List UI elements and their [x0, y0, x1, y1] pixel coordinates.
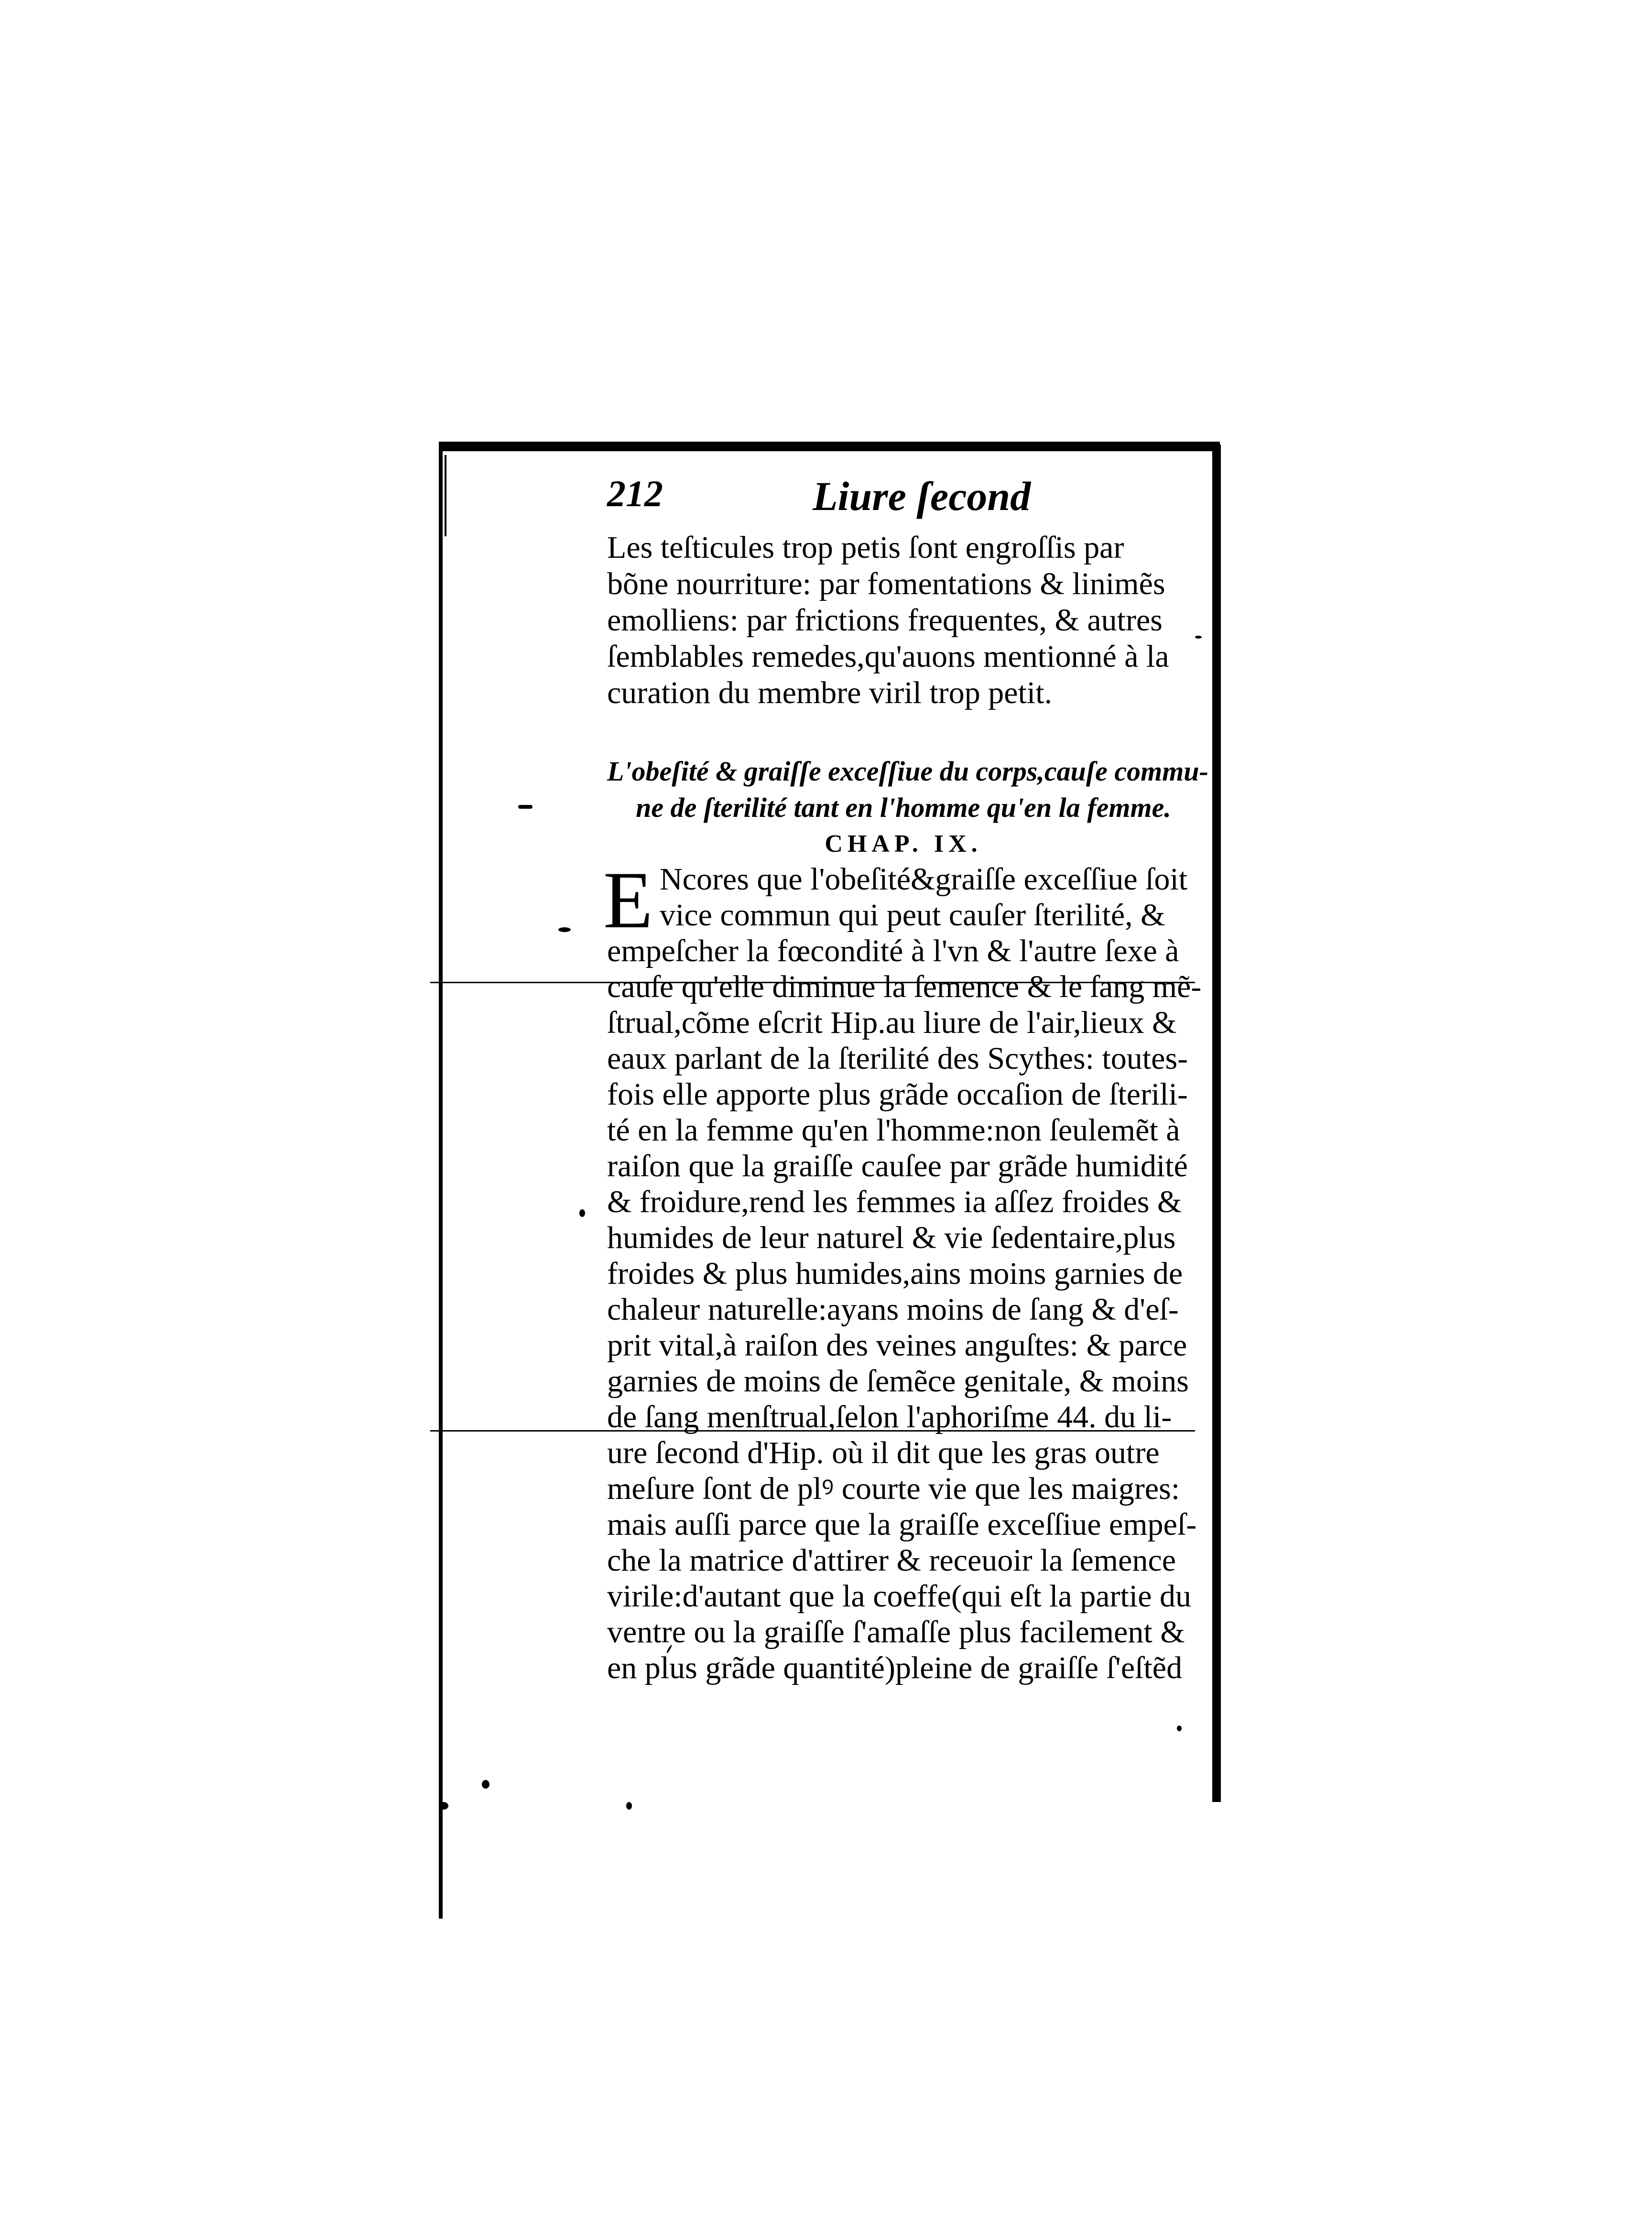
text-line: ventre ou la graiſſe ſ'amaſſe plus facilement & [607, 1615, 1185, 1650]
chapter-label: CHAP. IX. [825, 830, 982, 857]
text-line: froides & plus humides,ains moins garnies de [607, 1256, 1183, 1291]
text-line: prit vital,à raiſon des veines anguſtes: & parce [607, 1328, 1187, 1363]
text-line: curation du membre viril trop petit. [607, 675, 1053, 710]
page-frame-mark [445, 455, 446, 536]
page-frame-left [439, 442, 443, 1919]
chapter-text [603, 855, 1202, 1686]
running-head [607, 472, 1200, 530]
text-line: empeſcher la fœcondité à l'vn & l'autre ſexe à [607, 933, 1179, 968]
text-line: fois elle apporte plus grãde occaſion de ſterili- [607, 1077, 1188, 1112]
heading-line: L'obeſité & graiſſe exceſſiue du corps,cauſe commu- [607, 756, 1208, 787]
text-line: Les teſticules trop petis ſont engroſſis par [607, 530, 1124, 565]
text-line: & froidure,rend les femmes ia aſſez froides & [607, 1184, 1182, 1219]
scan-speck [626, 1802, 632, 1810]
text-line: ure ſecond d'Hip. où il dit que les gras outre [607, 1435, 1160, 1470]
text-line: garnies de moins de ſemẽce genitale, & moins [607, 1364, 1189, 1399]
scan-speck [482, 1780, 489, 1789]
text-line: che la matrice d'attirer & receuoir la ſemence [607, 1543, 1176, 1578]
scan-speck [558, 927, 571, 932]
heading-line: ne de ſterilité tant en l'homme qu'en la femme. [636, 792, 1171, 823]
page-frame-top [439, 442, 1220, 451]
page-number: 212 [607, 473, 663, 514]
text-line: vice commun qui peut cauſer ſterilité, & [660, 898, 1165, 933]
text-line: mais auſſi parce que la graiſſe exceſſiue empeſ- [607, 1507, 1197, 1542]
scan-speck [1177, 1726, 1182, 1731]
text-line: emolliens: par frictions frequentes, & autres [607, 603, 1163, 638]
text-line: virile:d'autant que la coeffe(qui eſt la partie du [607, 1579, 1191, 1614]
scan-speck [439, 1802, 448, 1810]
text-line: cauſe qu'elle diminue la ſemence & le ſang mẽ- [607, 969, 1202, 1004]
text-line: Ncores que l'obeſité&graiſſe exceſſiue ſoit [660, 862, 1188, 897]
running-title: Liure ſecond [813, 473, 1031, 519]
text-line: chaleur naturelle:ayans moins de ſang & d'eſ- [607, 1292, 1179, 1327]
text-line: raiſon que la graiſſe cauſee par grãde humidité [607, 1149, 1188, 1183]
text-line: té en la femme qu'en l'homme:non ſeulemẽt à [607, 1113, 1180, 1148]
text-line: de ſang menſtrual,ſelon l'aphoriſme 44. du li- [607, 1400, 1172, 1434]
opening-paragraph [607, 530, 1200, 711]
text-line: bõne nourriture: par fomentations & linimẽs [607, 566, 1165, 601]
drop-cap: E [603, 855, 653, 945]
text-line: ſtrual,cõme eſcrit Hip.au liure de l'air,lieux & [607, 1005, 1177, 1040]
page-text [603, 472, 1208, 1686]
text-line: eaux parlant de la ſterilité des Scythes: toutes- [607, 1041, 1188, 1076]
scan-speck [518, 805, 533, 809]
text-line: humides de leur naturel & vie ſedentaire,plus [607, 1220, 1176, 1255]
text-line: meſure ſont de plꝰ courte vie que les maigres: [607, 1471, 1180, 1506]
scan-speck [579, 1209, 585, 1217]
text-line: ſemblables remedes,qu'auons mentionné à la [607, 639, 1169, 674]
text-line: en plus grãde quantité)pleine de graiſſe ſ'eſtẽd [607, 1650, 1183, 1685]
section-heading [607, 753, 1208, 826]
page-frame-right [1212, 445, 1221, 1802]
